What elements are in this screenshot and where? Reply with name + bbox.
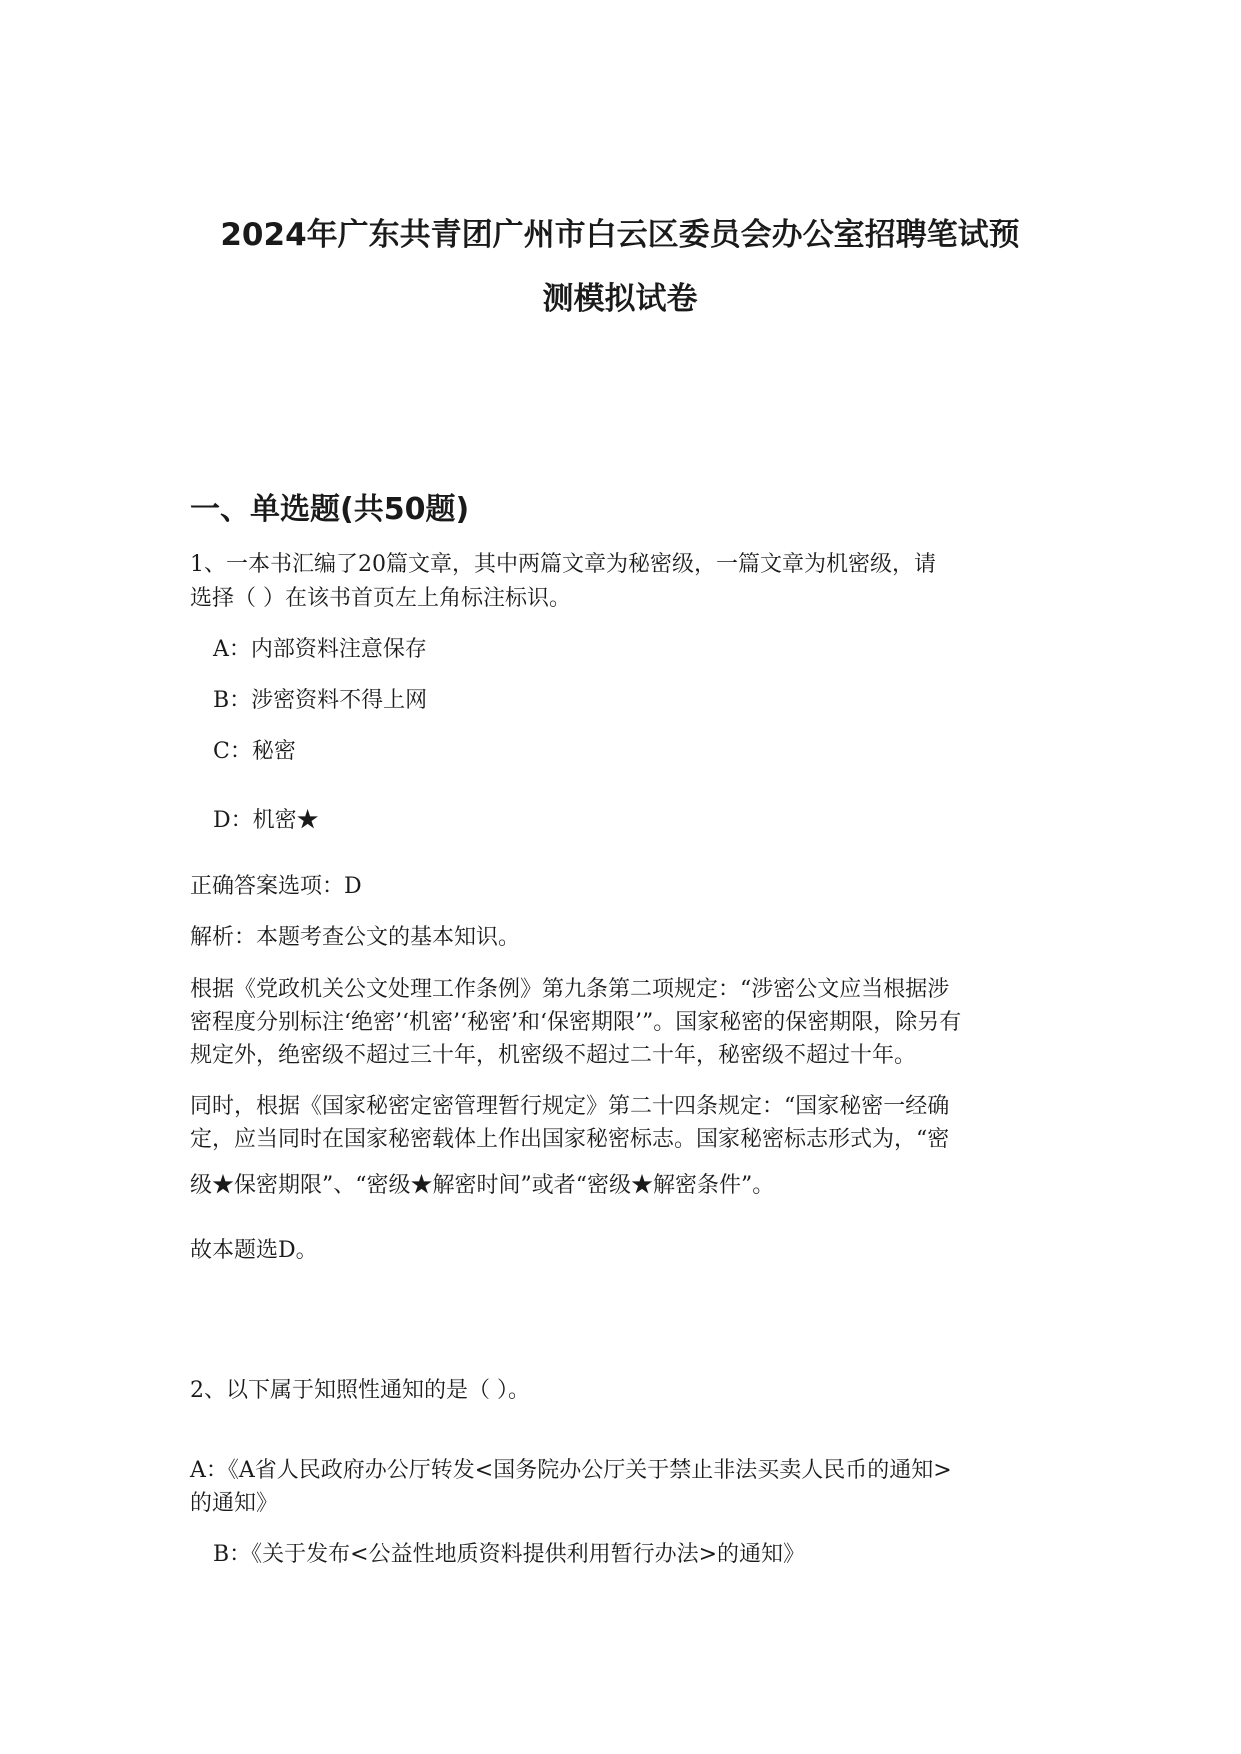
question-1-analysis-line-5: 同时，根据《国家秘密定密管理暂行规定》第二十四条规定：“国家秘密一经确 <box>190 1094 950 1119</box>
question-1-stem-line-2: 选择（ ）在该书首页左上角标注标识。 <box>190 586 571 611</box>
question-2-option-a-line-2: 的通知》 <box>190 1491 279 1516</box>
section-heading: 一、单选题(共50题) <box>190 492 470 527</box>
question-1-analysis-line-3: 密程度分别标注‘绝密’‘机密’‘秘密’和‘保密期限’”。国家秘密的保密期限，除另有 <box>190 1010 962 1035</box>
question-1-analysis-line-1: 解析：本题考查公文的基本知识。 <box>190 925 521 950</box>
question-1-analysis-line-4: 规定外，绝密级不超过三十年，机密级不超过二十年，秘密级不超过十年。 <box>190 1043 917 1068</box>
question-1-option-b: B：涉密资料不得上网 <box>213 688 428 713</box>
question-1-analysis-line-7: 级★保密期限”、“密级★解密时间”或者“密级★解密条件”。 <box>190 1173 775 1198</box>
question-2-stem-line-1: 2、以下属于知照性通知的是（ ）。 <box>190 1378 530 1403</box>
question-1-answer: 正确答案选项：D <box>190 874 362 899</box>
question-1-analysis-line-8: 故本题选D。 <box>190 1238 318 1263</box>
question-1-analysis-line-2: 根据《党政机关公文处理工作条例》第九条第二项规定：“涉密公文应当根据涉 <box>190 977 950 1002</box>
question-1-stem-line-1: 1、一本书汇编了20篇文章，其中两篇文章为秘密级，一篇文章为机密级，请 <box>190 552 936 577</box>
question-1-option-a: A：内部资料注意保存 <box>213 637 427 662</box>
question-1-option-d: D：机密★ <box>213 808 319 833</box>
document-title-line-2: 测模拟试卷 <box>542 281 698 317</box>
document-title-line-1: 2024年广东共青团广州市白云区委员会办公室招聘笔试预 <box>220 217 1020 253</box>
question-1-analysis-line-6: 定，应当同时在国家秘密载体上作出国家秘密标志。国家秘密标志形式为，“密 <box>190 1127 950 1152</box>
question-1-option-c: C：秘密 <box>213 739 296 764</box>
question-2-option-a-line-1: A：《A省人民政府办公厅转发<国务院办公厅关于禁止非法买卖人民币的通知> <box>190 1458 952 1483</box>
question-2-option-b: B：《关于发布<公益性地质资料提供利用暂行办法>的通知》 <box>213 1542 806 1567</box>
